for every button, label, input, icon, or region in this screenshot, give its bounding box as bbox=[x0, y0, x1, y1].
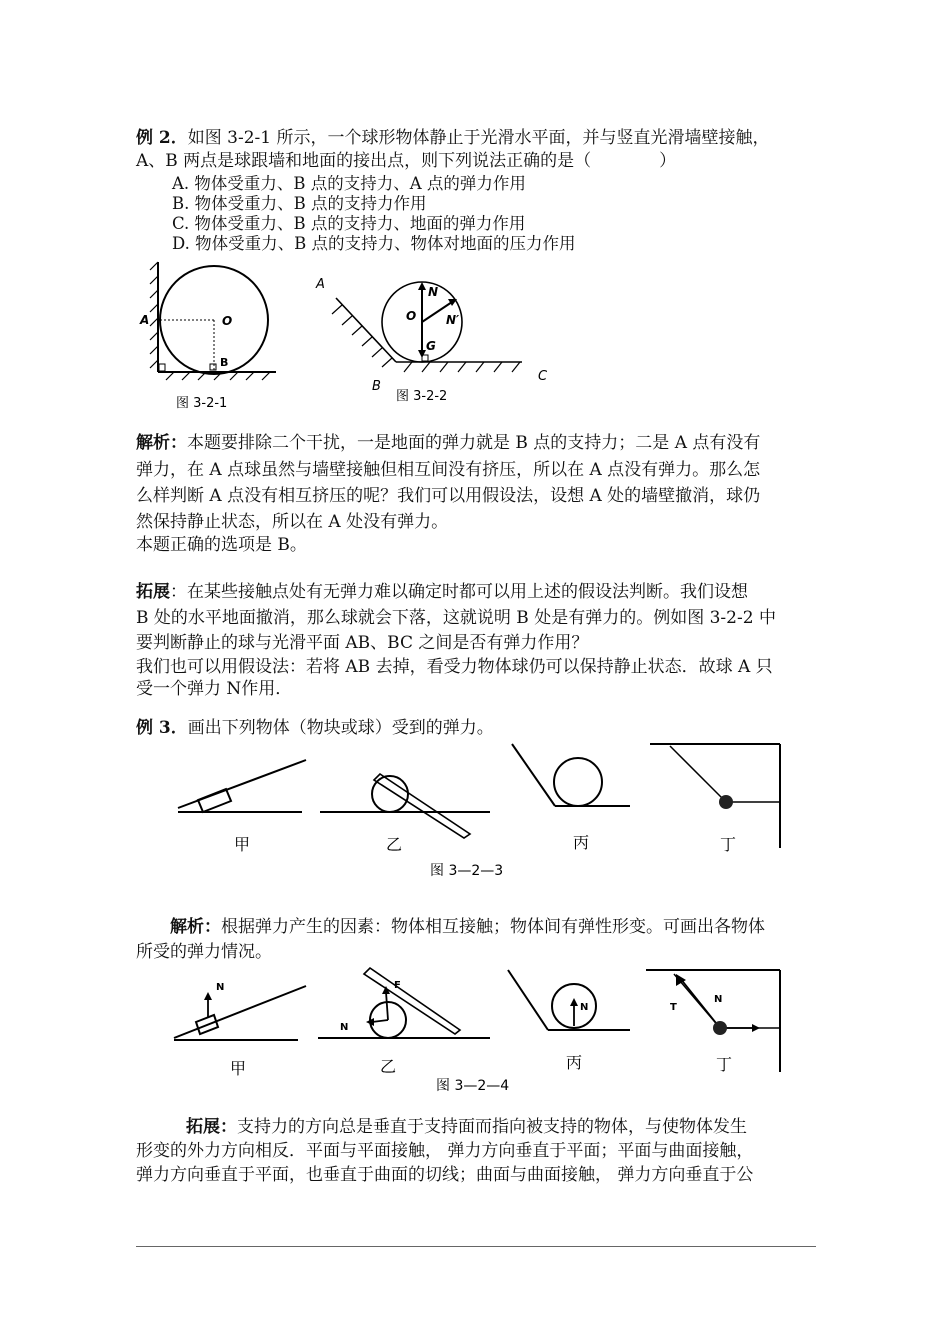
extension1-line3: 要判断静止的球与光滑平面 AB、BC 之间是否有弹力作用？ bbox=[136, 633, 589, 653]
label-yi: 乙 bbox=[380, 1057, 397, 1076]
option-b: B. 物体受重力、B 点的支持力作用 bbox=[172, 194, 427, 213]
label-a: A bbox=[140, 313, 150, 327]
fig321-caption: 图 3-2-1 bbox=[176, 396, 228, 411]
mark-n-jia: N bbox=[216, 982, 225, 993]
fig322-caption: 图 3-2-2 bbox=[396, 389, 448, 404]
fig323-caption: 图 3—2—3 bbox=[430, 863, 504, 879]
example3-line: 例 3．画出下列物体（物块或球）受到的弹力。 bbox=[136, 718, 494, 738]
example2-line1: 例 2．如图 3-2-1 所示，一个球形物体静止于光滑水平面，并与竖直光滑墙壁接触， bbox=[136, 128, 770, 148]
footer-rule bbox=[136, 1246, 816, 1247]
example2-line2: A、B 两点是球跟墙和地面的接出点，则下列说法正确的是（ ） bbox=[136, 151, 677, 171]
label-n: N bbox=[428, 285, 439, 299]
figure-3-2-2 bbox=[312, 262, 557, 408]
extension2-line1: 拓展：支持力的方向总是垂直于支持面而指向被支持的物体，与使物体发生 bbox=[186, 1117, 747, 1137]
label-jia: 甲 bbox=[230, 1059, 247, 1078]
extension1-label: 拓展 bbox=[136, 582, 170, 602]
label-n-prime: N′ bbox=[446, 313, 460, 327]
mark-n-bing: N bbox=[580, 1002, 589, 1013]
label-o: O bbox=[222, 314, 233, 328]
label-b: B bbox=[372, 379, 381, 394]
mark-n-ding: N bbox=[714, 994, 723, 1005]
analysis1-line1: 解析：本题要排除二个干扰，一是地面的弹力就是 B 点的支持力；二是 A 点有没有 bbox=[136, 433, 761, 453]
label-b: B bbox=[220, 356, 229, 369]
label-o: O bbox=[406, 309, 417, 323]
analysis2-label: 解析： bbox=[170, 917, 221, 937]
mark-t-ding: T bbox=[670, 1002, 677, 1013]
extension2-label: 拓展： bbox=[186, 1117, 237, 1137]
option-c: C. 物体受重力、B 点的支持力、地面的弹力作用 bbox=[172, 214, 526, 233]
label-g: G bbox=[426, 339, 436, 353]
extension2-line3: 弹力方向垂直于平面，也垂直于曲面的切线；曲面与曲面接触， 弹力方向垂直于公 bbox=[136, 1165, 754, 1185]
figure-3-2-4 bbox=[160, 962, 790, 1098]
example3-label: 例 3． bbox=[136, 718, 188, 738]
label-bing: 丙 bbox=[566, 1053, 583, 1072]
extension1-line5: 受一个弹力 N作用． bbox=[136, 679, 293, 699]
option-a: A. 物体受重力、B 点的支持力、A 点的弹力作用 bbox=[172, 174, 526, 193]
label-ding: 丁 bbox=[720, 835, 737, 854]
label-a: A bbox=[316, 277, 325, 292]
floor-hatching bbox=[404, 362, 520, 372]
incline-ab bbox=[336, 298, 396, 362]
wall-hatching bbox=[150, 262, 158, 368]
label-yi: 乙 bbox=[386, 835, 403, 854]
label-bing: 丙 bbox=[573, 833, 590, 852]
analysis1-line4: 然保持静止状态，所以在 A 处没有弹力。 bbox=[136, 512, 449, 532]
mark-f-yi: F bbox=[394, 980, 401, 991]
mark-n-yi: N bbox=[340, 1022, 349, 1033]
example2-label: 例 2． bbox=[136, 128, 188, 148]
extension1-line1: 拓展：在某些接触点处有无弹力难以确定时都可以用上述的假设法判断。我们设想 bbox=[136, 582, 748, 602]
analysis1-line5: 本题正确的选项是 B。 bbox=[136, 535, 307, 555]
label-c: C bbox=[538, 369, 548, 384]
figure-3-2-1 bbox=[136, 256, 286, 414]
figure-3-2-3 bbox=[160, 738, 790, 888]
option-d: D. 物体受重力、B 点的支持力、物体对地面的压力作用 bbox=[172, 234, 576, 253]
extension1-line2: B 处的水平地面撤消，那么球就会下落，这就说明 B 处是有弹力的。例如图 3-2-2 中 bbox=[136, 608, 776, 628]
analysis1-line3: 么样判断 A 点没有相互挤压的呢？我们可以用假设法，设想 A 处的墙壁撤消，球仍 bbox=[136, 486, 761, 506]
extension2-line2: 形变的外力方向相反．平面与平面接触， 弹力方向垂直于平面；平面与曲面接触， bbox=[136, 1141, 754, 1161]
analysis2-line2: 所受的弹力情况。 bbox=[136, 942, 272, 962]
analysis1-line2: 弹力，在 A 点球虽然与墙壁接触但相互间没有挤压，所以在 A 点没有弹力。那么怎 bbox=[136, 460, 761, 480]
fig324-caption: 图 3—2—4 bbox=[436, 1078, 510, 1094]
label-jia: 甲 bbox=[234, 835, 251, 854]
analysis2-line1: 解析：根据弹力产生的因素：物体相互接触；物体间有弹性形变。可画出各物体 bbox=[170, 917, 765, 937]
extension1-line4: 我们也可以用假设法：若将 AB 去掉，看受力物体球仍可以保持静止状态．故球 A 只 bbox=[136, 657, 773, 677]
analysis1-label: 解析： bbox=[136, 433, 187, 453]
label-ding: 丁 bbox=[716, 1055, 733, 1074]
